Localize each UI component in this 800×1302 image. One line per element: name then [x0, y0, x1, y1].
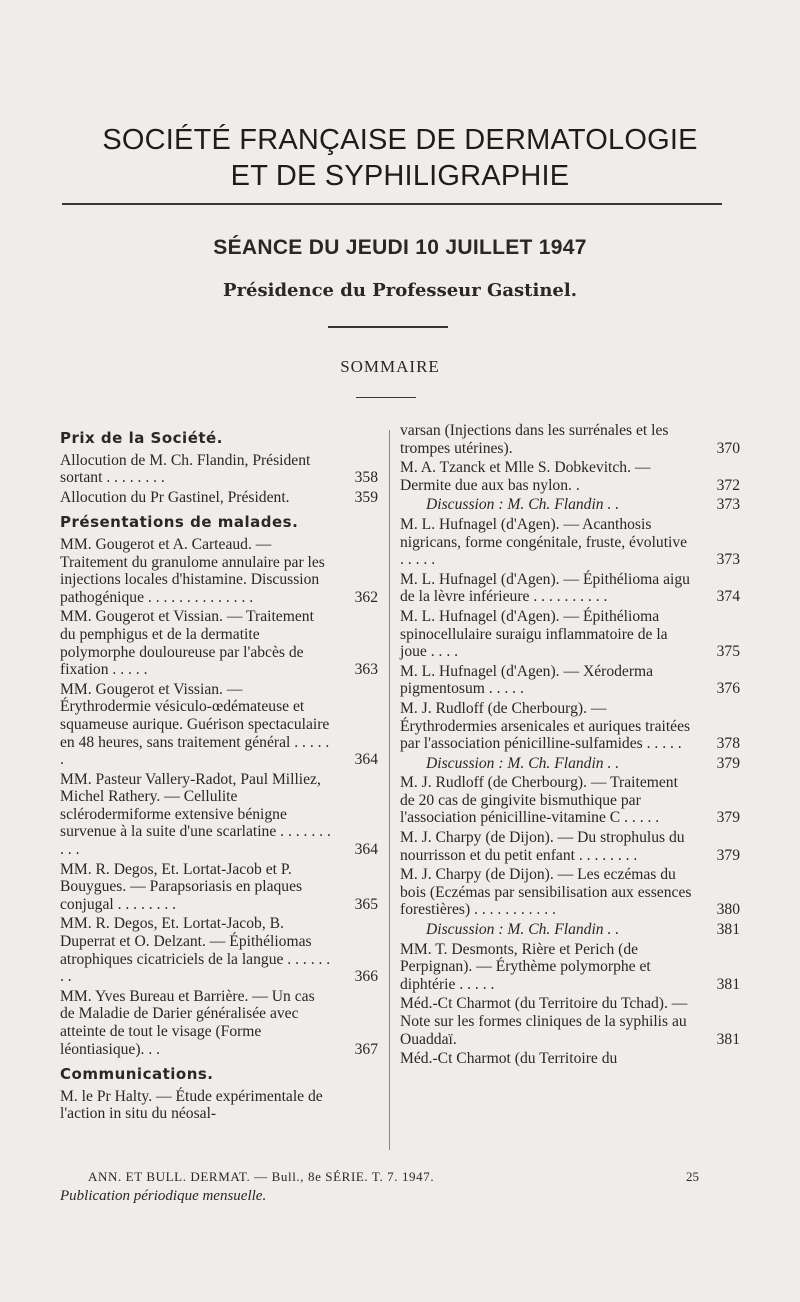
toc-entry — [400, 829, 740, 864]
entry-page: 381 — [716, 921, 740, 939]
toc-entry — [60, 915, 378, 985]
column-divider — [389, 430, 390, 1150]
header-rule — [62, 203, 722, 205]
entry-text: Discussion : M. Ch. Flandin . . — [426, 921, 620, 939]
entry-text: M. L. Hufnagel (d'Agen). — Xéroderma pigmentosum . . . . . — [400, 662, 654, 698]
entry-text: M. J. Charpy (de Dijon). — Les eczémas du bois (Eczémas par sensibilisation aux essences forestières) . . . . . . . . . . . — [400, 866, 692, 919]
journal-citation: ANN. ET BULL. DERMAT. — Bull., 8e SÉRIE. T. 7. 1947. — [88, 1169, 435, 1184]
entry-text: Allocution du Pr Gastinel, Président. — [60, 488, 290, 506]
entry-text: M. J. Rudloff (de Cherbourg). — Traitement de 20 cas de gingivite bismuthique par l'association pénicilline-vitamine C . . . . . — [400, 774, 678, 827]
entry-page: 379 — [716, 809, 740, 827]
entry-text: MM. T. Desmonts, Rière et Perich (de Perpignan). — Érythème polymorphe et diphtérie . . . . . — [400, 940, 651, 993]
entry-text: M. L. Hufnagel (d'Agen). — Épithélioma spinocellulaire suraigu inflammatoire de la joue . . . . — [400, 607, 668, 661]
entry-page: 370 — [716, 439, 740, 457]
entry-text: MM. R. Degos, Et. Lortat-Jacob, B. Duperrat et O. Delzant. — Épithéliomas atrophiques cicatriciels de la langue . . . . . . . . — [60, 915, 331, 986]
entry-text: MM. Pasteur Vallery-Radot, Paul Milliez, Michel Rathery. — Cellulite sclérodermiforme extensive bénigne survenue à la suite d'une scarlatine . . . . . . . . . . — [60, 770, 331, 859]
toc-entry — [400, 571, 740, 606]
entry-text: Méd.-Ct Charmot (du Territoire du — [400, 1050, 618, 1068]
entry-text: Allocution de M. Ch. Flandin, Président sortant . . . . . . . . — [60, 451, 311, 487]
entry-page: 373 — [716, 551, 740, 569]
seance-heading: SÉANCE DU JEUDI 10 JUILLET 1947 — [213, 236, 587, 259]
entry-text: Discussion : M. Ch. Flandin . . — [426, 754, 620, 772]
entry-text: varsan (Injections dans les surrénales et les trompes utérines). — [400, 422, 669, 457]
entry-page: 364 — [354, 841, 378, 859]
entry-page: 366 — [354, 968, 378, 986]
entry-text: MM. Yves Bureau et Barrière. — Un cas de Maladie de Darier généralisée avec atteinte de tout le visage (Forme léontiasique). . . — [60, 987, 315, 1058]
entry-text: M. J. Rudloff (de Cherbourg). — Érythrodermies arsenicales et auriques traitées par l'association pénicilline-sulfamides . . . . . — [400, 699, 691, 753]
toc-entry — [400, 1050, 740, 1068]
toc-entry — [60, 681, 378, 769]
section-heading-communications: Communications. — [60, 1065, 214, 1084]
entry-page: 378 — [716, 735, 740, 753]
section-heading-prix: Prix de la Société. — [60, 429, 223, 447]
entry-page: 381 — [716, 1030, 740, 1048]
entry-text: MM. Gougerot et Vissian. — Traitement du pemphigus et de la dermatite polymorphe douloureuse par l'abcès de fixation . . . . . — [60, 608, 314, 679]
sommaire-rule — [356, 397, 416, 398]
toc-entry — [400, 700, 740, 753]
society-title-line2: ET DE SYPHILIGRAPHIE — [230, 160, 570, 192]
entry-page: 364 — [354, 751, 378, 769]
entry-page: 376 — [716, 680, 740, 698]
entry-page: 380 — [716, 901, 740, 919]
toc-entry — [60, 771, 378, 859]
entry-page: 379 — [716, 846, 740, 864]
entry-text: Discussion : M. Ch. Flandin . . — [426, 496, 620, 514]
entry-page: 362 — [354, 588, 378, 606]
entry-text: M. le Pr Halty. — Étude expérimentale de l'action in situ du néosal- — [60, 1087, 323, 1123]
toc-entry — [60, 489, 378, 507]
toc-entry — [60, 1088, 378, 1123]
entry-page: 365 — [354, 895, 378, 913]
entry-text: M. A. Tzanck et Mlle S. Dobkevitch. — Dermite due aux bas nylon. . — [400, 459, 651, 494]
right-column — [400, 422, 740, 1070]
entry-page: 367 — [354, 1040, 378, 1058]
entry-page: 359 — [354, 488, 378, 506]
toc-entry — [400, 608, 740, 661]
section-heading-presentations: Présentations de malades. — [60, 513, 299, 532]
toc-entry — [60, 861, 378, 914]
society-title-line1: SOCIÉTÉ FRANÇAISE DE DERMATOLOGIE — [102, 124, 698, 156]
toc-entry — [400, 995, 740, 1048]
toc-entry-discussion — [400, 496, 740, 514]
toc-entry — [60, 452, 378, 487]
entry-page: 358 — [354, 469, 378, 487]
entry-page: 363 — [354, 661, 378, 679]
entry-page: 372 — [716, 476, 740, 494]
entry-text: MM. Gougerot et Vissian. — Érythrodermie vésiculo-œdémateuse et squameuse aurique. Guérison spectaculaire en 48 heures, sans traitement général . . . . . . — [60, 680, 330, 769]
section-rule — [328, 326, 448, 328]
entry-text: Méd.-Ct Charmot (du Territoire du Tchad). — Note sur les formes cliniques de la syphilis au Ouaddaï. — [400, 995, 688, 1048]
sommaire-heading: SOMMAIRE — [340, 357, 440, 376]
left-column — [60, 422, 378, 1125]
toc-entry — [400, 663, 740, 698]
toc-entry-discussion — [400, 921, 740, 939]
entry-page: 375 — [716, 643, 740, 661]
toc-entry — [400, 422, 740, 457]
entry-page: 373 — [716, 496, 740, 514]
toc-entry — [400, 516, 740, 569]
entry-text: M. J. Charpy (de Dijon). — Du strophulus du nourrisson et du petit enfant . . . . . . . . — [400, 829, 685, 864]
toc-entry — [60, 536, 378, 606]
entry-text: MM. Gougerot et A. Carteaud. — Traitement du granulome annulaire par les injections locales d'histamine. Discussion pathogénique . . . . . . . . . . . . . . — [60, 535, 325, 606]
entry-page: 381 — [716, 975, 740, 993]
publication-note: Publication périodique mensuelle. — [60, 1188, 267, 1204]
toc-entry — [400, 459, 740, 494]
toc-entry — [400, 941, 740, 994]
entry-page: 379 — [716, 754, 740, 772]
toc-entry — [60, 608, 378, 678]
entry-text: MM. R. Degos, Et. Lortat-Jacob et P. Bouygues. — Parapsoriasis en plaques conjugal . . . . . . . . — [60, 860, 303, 913]
entry-page: 374 — [716, 588, 740, 606]
entry-text: M. L. Hufnagel (d'Agen). — Acanthosis nigricans, forme congénitale, fruste, évolutive . . . . . — [400, 515, 688, 569]
toc-entry-discussion — [400, 755, 740, 773]
toc-entry — [400, 774, 740, 827]
entry-text: M. L. Hufnagel (d'Agen). — Épithélioma aigu de la lèvre inférieure . . . . . . . . . . — [400, 570, 690, 606]
toc-entry — [60, 988, 378, 1058]
presidence-line: Présidence du Professeur Gastinel. — [223, 280, 577, 301]
page-number: 25 — [686, 1169, 699, 1184]
toc-entry — [400, 866, 740, 919]
